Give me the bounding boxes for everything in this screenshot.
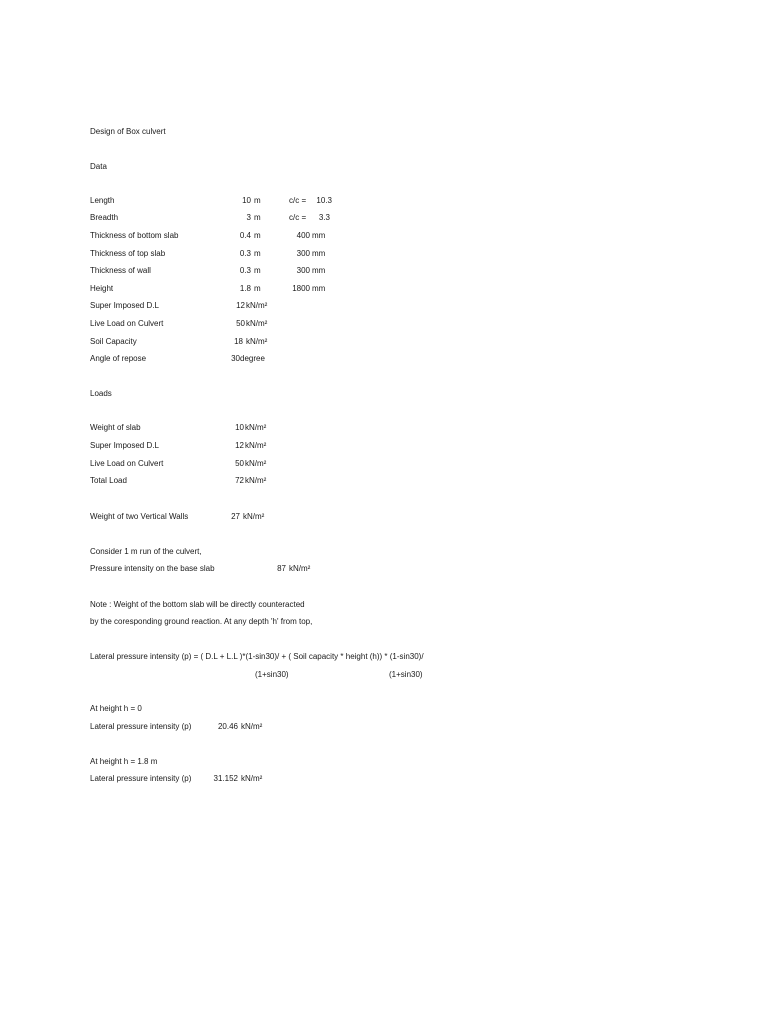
- row-value: 50: [235, 459, 244, 468]
- formula-denominator-1: (1+sin30): [255, 670, 289, 679]
- row-label: Soil Capacity: [90, 337, 137, 346]
- row-unit: m: [254, 249, 261, 258]
- row-unit: m: [254, 231, 261, 240]
- case1-heading: At height h = 0: [90, 704, 142, 713]
- row-label: Thickness of wall: [90, 266, 151, 275]
- row-label: Total Load: [90, 476, 127, 485]
- row-label: Super Imposed D.L: [90, 301, 159, 310]
- row-value: 3: [246, 213, 251, 222]
- row-extra-value: 300: [296, 249, 310, 258]
- row-unit: kN/m²: [246, 319, 268, 328]
- row-unit: m: [254, 284, 261, 293]
- note-line-2: by the coresponding ground reaction. At any depth 'h' from top,: [90, 617, 313, 626]
- case2-label: Lateral pressure intensity (p): [90, 774, 192, 783]
- row-unit: m: [254, 196, 261, 205]
- walls-label: Weight of two Vertical Walls: [90, 512, 189, 521]
- row-label: Thickness of bottom slab: [90, 231, 179, 240]
- row-label: Thickness of top slab: [90, 249, 166, 258]
- row-unit: kN/m²: [245, 476, 267, 485]
- row-value: 1.8: [239, 284, 251, 293]
- row-value: 18: [234, 337, 243, 346]
- page-title: Design of Box culvert: [90, 127, 166, 136]
- formula-denominator-2: (1+sin30): [389, 670, 423, 679]
- row-label: Angle of repose: [90, 354, 147, 363]
- row-value: 50: [236, 319, 245, 328]
- row-label: Live Load on Culvert: [90, 319, 164, 328]
- row-extra-unit: mm: [312, 231, 326, 240]
- row-extra-label: c/c =: [289, 196, 307, 205]
- case1-unit: kN/m²: [241, 722, 263, 731]
- walls-value: 27: [231, 512, 240, 521]
- row-extra-label: c/c =: [289, 213, 307, 222]
- case2-unit: kN/m²: [241, 774, 263, 783]
- row-label: Super Imposed D.L: [90, 441, 159, 450]
- row-unit: kN/m²: [245, 459, 267, 468]
- row-label: Height: [90, 284, 114, 293]
- row-extra-unit: mm: [312, 249, 326, 258]
- row-unit: kN/m²: [246, 301, 268, 310]
- row-value: 0.4: [239, 231, 251, 240]
- row-extra-value: 1800: [292, 284, 310, 293]
- row-value: 12: [235, 441, 244, 450]
- row-label: Live Load on Culvert: [90, 459, 164, 468]
- data-heading: Data: [90, 162, 107, 171]
- row-value: 0.3: [239, 249, 251, 258]
- row-unit: m: [254, 213, 261, 222]
- row-extra-value: 3.3: [318, 213, 330, 222]
- walls-unit: kN/m²: [243, 512, 265, 521]
- case2-value: 31.152: [213, 774, 238, 783]
- row-label: Weight of slab: [90, 423, 141, 432]
- note-line-1: Note : Weight of the bottom slab will be directly counteracted: [90, 600, 305, 609]
- row-extra-value: 10.3: [316, 196, 332, 205]
- row-extra-value: 300: [296, 266, 310, 275]
- row-unit: degree: [240, 354, 265, 363]
- pressure-base-unit: kN/m²: [289, 564, 311, 573]
- row-value: 10: [235, 423, 244, 432]
- row-unit: kN/m²: [245, 423, 267, 432]
- formula-line: Lateral pressure intensity (p) = ( D.L + L.L )*(1-sin30)/ + ( Soil capacity * height (h)) * (1-sin30)/: [90, 652, 424, 661]
- row-extra-value: 400: [296, 231, 310, 240]
- row-unit: m: [254, 266, 261, 275]
- row-label: Length: [90, 196, 115, 205]
- case2-heading: At height h = 1.8 m: [90, 757, 158, 766]
- case1-label: Lateral pressure intensity (p): [90, 722, 192, 731]
- row-unit: kN/m²: [245, 441, 267, 450]
- row-value: 72: [235, 476, 244, 485]
- loads-heading: Loads: [90, 389, 112, 398]
- row-value: 30: [231, 354, 240, 363]
- row-value: 12: [236, 301, 245, 310]
- case1-value: 20.46: [217, 722, 238, 731]
- pressure-base-label: Pressure intensity on the base slab: [90, 564, 215, 573]
- row-label: Breadth: [90, 213, 119, 222]
- row-extra-unit: mm: [312, 284, 326, 293]
- row-value: 0.3: [239, 266, 251, 275]
- row-extra-unit: mm: [312, 266, 326, 275]
- pressure-base-value: 87: [277, 564, 286, 573]
- consider-text: Consider 1 m run of the culvert,: [90, 547, 202, 556]
- row-unit: kN/m²: [246, 337, 268, 346]
- row-value: 10: [242, 196, 251, 205]
